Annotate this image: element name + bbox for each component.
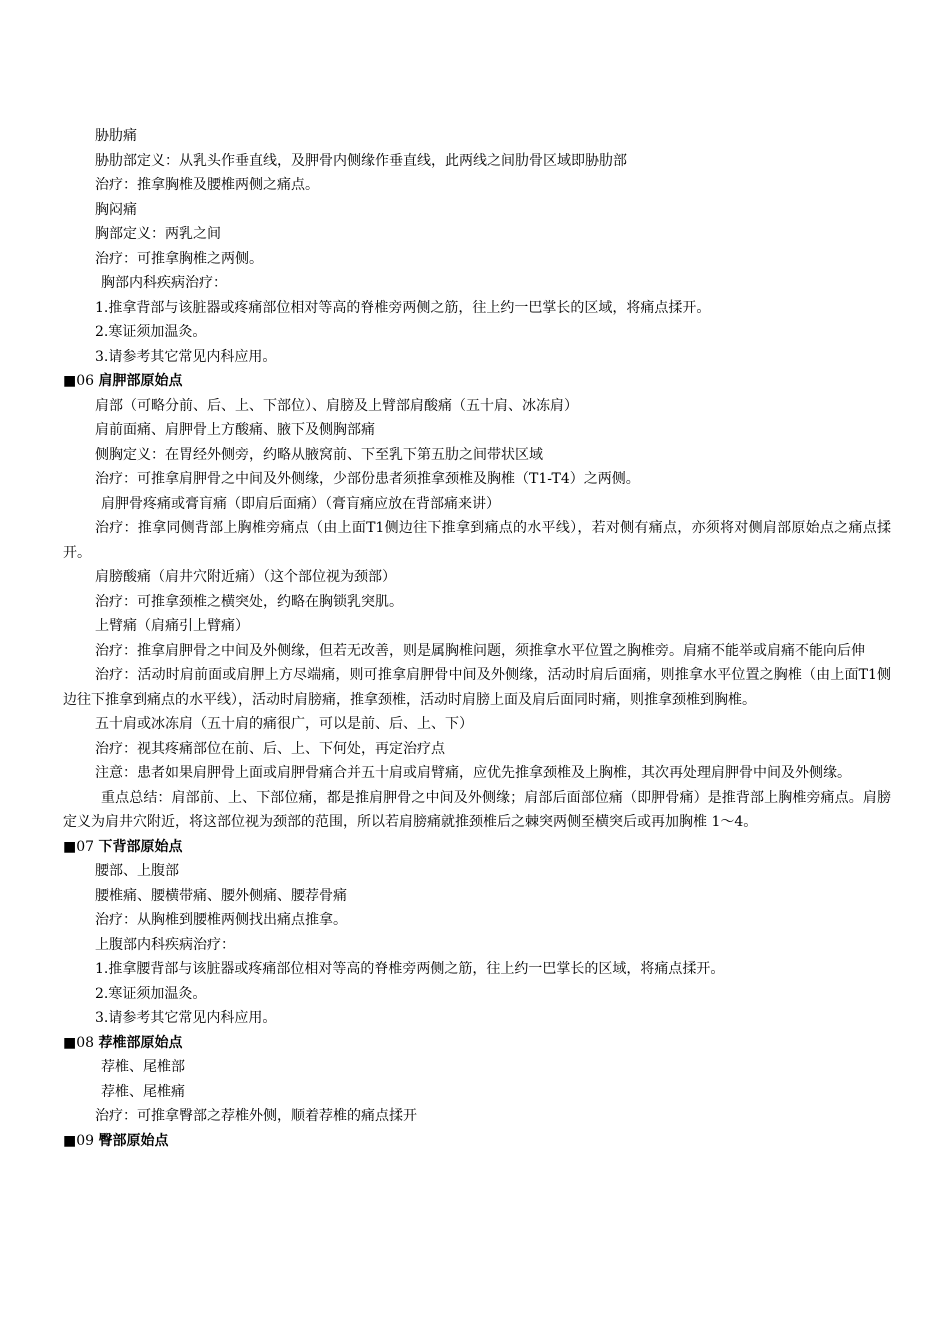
- section-number: ■07: [63, 838, 99, 855]
- paragraph: 1.推拿腰背部与该脏器或疼痛部位相对等高的脊椎旁两侧之筋，往上约一巴掌长的区域，将痛点揉开。: [95, 961, 725, 977]
- paragraph: 治疗：活动时肩前面或肩胛上方尽端痛，则可推拿肩胛骨中间及外侧缘，活动时肩后面痛，则推拿水平位置之胸椎（由上面T1侧边往下推拿到痛点的水平线），活动时肩膀痛，推拿颈椎，活动时肩膀上面及肩后面同时痛，则推拿颈椎到胸椎。: [63, 667, 891, 708]
- paragraph: 胁肋痛: [95, 128, 137, 144]
- document-page: [63, 124, 891, 1153]
- section-title: 臀部原始点: [98, 1132, 169, 1149]
- paragraph: 3.请参考其它常见内科应用。: [95, 348, 277, 365]
- section-number: ■09: [63, 1132, 99, 1149]
- paragraph: 重点总结：肩部前、上、下部位痛，都是推肩胛骨之中间及外侧缘；肩部后面部位痛（即胛骨痛）是推背部上胸椎旁痛点。肩膀定义为肩井穴附近，将这部位视为颈部的范围，所以若肩膀痛就推颈椎后之棘突两侧至横突后或再加胸椎 1～4。: [63, 789, 891, 830]
- paragraph: 治疗：可推拿肩胛骨之中间及外侧缘，少部份患者须推拿颈椎及胸椎（T1-T4）之两侧。: [95, 471, 640, 487]
- paragraph: 2.寒证须加温灸。: [95, 324, 207, 340]
- paragraph: 上臂痛（肩痛引上臂痛）: [95, 618, 249, 634]
- paragraph: 五十肩或冰冻肩（五十肩的痛很广，可以是前、后、上、下）: [95, 716, 473, 732]
- section-title: 下背部原始点: [98, 838, 183, 855]
- section-number: ■06: [63, 373, 99, 389]
- paragraph: 治疗：推拿胸椎及腰椎两侧之痛点。: [95, 177, 319, 193]
- paragraph: 荐椎、尾椎痛: [101, 1083, 185, 1100]
- paragraph: 肩胛骨疼痛或膏肓痛（即肩后面痛）（膏肓痛应放在背部痛来讲）: [101, 495, 500, 512]
- section-heading: [63, 1129, 891, 1154]
- paragraph: 上腹部内科疾病治疗：: [95, 936, 235, 953]
- paragraph: 胁肋部定义：从乳头作垂直线，及胛骨内侧缘作垂直线，此两线之间肋骨区域即胁肋部: [95, 152, 627, 169]
- paragraph: 注意：患者如果肩胛骨上面或肩胛骨痛合并五十肩或肩臂痛，应优先推拿颈椎及上胸椎，其次再处理肩胛骨中间及外侧缘。: [95, 765, 851, 781]
- paragraph: 肩前面痛、肩胛骨上方酸痛、腋下及侧胸部痛: [95, 422, 375, 438]
- paragraph: 治疗：可推拿臀部之荐椎外侧，顺着荐椎的痛点揉开: [95, 1108, 417, 1124]
- paragraph: 治疗：视其疼痛部位在前、后、上、下何处，再定治疗点: [95, 740, 445, 757]
- paragraph: 治疗：从胸椎到腰椎两侧找出痛点推拿。: [95, 912, 347, 928]
- paragraph: 腰部、上腹部: [95, 863, 179, 879]
- section-heading: [63, 369, 891, 394]
- paragraph: 2.寒证须加温灸。: [95, 985, 207, 1002]
- paragraph: 荐椎、尾椎部: [101, 1059, 185, 1075]
- paragraph: 治疗：可推拿胸椎之两侧。: [95, 250, 263, 267]
- paragraph: 胸部定义：两乳之间: [95, 226, 221, 242]
- paragraph: 肩膀酸痛（肩井穴附近痛）（这个部位视为颈部）: [95, 569, 396, 585]
- paragraph: 3.请参考其它常见内科应用。: [95, 1010, 277, 1026]
- section-heading: [63, 1031, 891, 1056]
- paragraph: 治疗：推拿同侧背部上胸椎旁痛点（由上面T1侧边往下推拿到痛点的水平线），若对侧有痛点，亦须将对侧肩部原始点之痛点揉开。: [63, 520, 891, 561]
- paragraph: 腰椎痛、腰横带痛、腰外侧痛、腰荐骨痛: [95, 887, 347, 904]
- paragraph: 1.推拿背部与该脏器或疼痛部位相对等高的脊椎旁两侧之筋，往上约一巴掌长的区域，将痛点揉开。: [95, 299, 711, 316]
- paragraph: 侧胸定义：在胃经外侧旁，约略从腋窝前、下至乳下第五肋之间带状区域: [95, 446, 543, 463]
- paragraph: 治疗：可推拿颈椎之横突处，约略在胸锁乳突肌。: [95, 593, 403, 610]
- section-heading: [63, 835, 891, 860]
- section-number: ■08: [63, 1034, 99, 1051]
- paragraph: 肩部（可略分前、后、上、下部位）、肩膀及上臂部肩酸痛（五十肩、冰冻肩）: [95, 397, 578, 414]
- section-title: 荐椎部原始点: [98, 1034, 183, 1051]
- paragraph: 胸闷痛: [95, 201, 137, 218]
- section-title: 肩胛部原始点: [98, 373, 183, 389]
- paragraph: 治疗：推拿肩胛骨之中间及外侧缘，但若无改善，则是属胸椎问题，须推拿水平位置之胸椎旁。肩痛不能举或肩痛不能向后伸: [95, 642, 865, 659]
- paragraph: 胸部内科疾病治疗：: [101, 275, 227, 291]
